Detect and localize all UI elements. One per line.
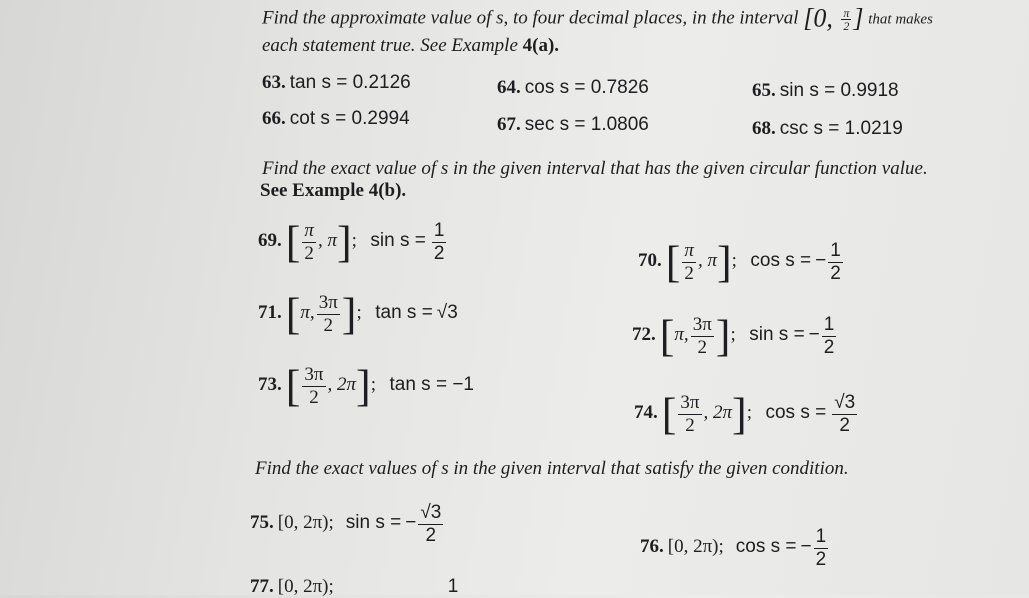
problem-69: 69. [ $\frac{\pi}{2}$ , π]; sin s = $\frac{1}{2}$ <box>258 217 445 267</box>
problem-74: 74. [ $\frac{3\pi}{2}$ , 2π]; cos s = $\frac{√3}{2}$ <box>634 389 856 439</box>
instruction-tail: that makes <box>868 11 933 28</box>
instruction-line-1 <box>262 6 933 32</box>
problem-76: 76. [0, 2π); cos s = − $\frac{1}{2}$ <box>640 526 827 570</box>
values-instruction: Find the exact values of s in the given interval that satisfy the given condition. <box>255 458 849 479</box>
problem-77-cutoff: 77. [0, 2π); 1 <box>250 576 459 597</box>
problem-63: 63. tan s = 0.2126 <box>262 72 411 93</box>
instruction-text: Find the approximate value of s, to four decimal places, in the interval <box>262 7 799 29</box>
problem-68: 68. csc s = 1.0219 <box>752 118 903 139</box>
problem-73: 73. [ $\frac{3\pi}{2}$ , 2π]; tan s = −1 <box>258 361 474 411</box>
interval-expression: [0, $\frac{\pi}{2}$ ] <box>803 4 864 33</box>
problem-71: 71. [π, $\frac{3\pi}{2}$ ]; tan s = √3 <box>258 289 458 339</box>
instruction-line-2: each statement true. See Example 4(a). <box>262 35 560 56</box>
problem-70: 70. [ $\frac{\pi}{2}$ , π]; cos s = − $\frac{1}{2}$ <box>638 237 841 287</box>
exact-instruction-line-1: Find the exact value of s in the given interval that has the given circular function value. <box>262 158 928 179</box>
exact-instruction-line-2: See Example 4(b). <box>260 180 407 201</box>
problem-67: 67. sec s = 1.0806 <box>497 114 649 135</box>
problem-75: 75. [0, 2π); sin s = − $\frac{√3}{2}$ <box>250 502 442 546</box>
problem-64: 64. cos s = 0.7826 <box>497 77 649 98</box>
problem-65: 65. sin s = 0.9918 <box>752 80 899 101</box>
problem-72: 72. [π, $\frac{3\pi}{2}$ ]; sin s = − $\frac{1}{2}$ <box>632 311 835 361</box>
problem-66: 66. cot s = 0.2994 <box>262 108 410 129</box>
